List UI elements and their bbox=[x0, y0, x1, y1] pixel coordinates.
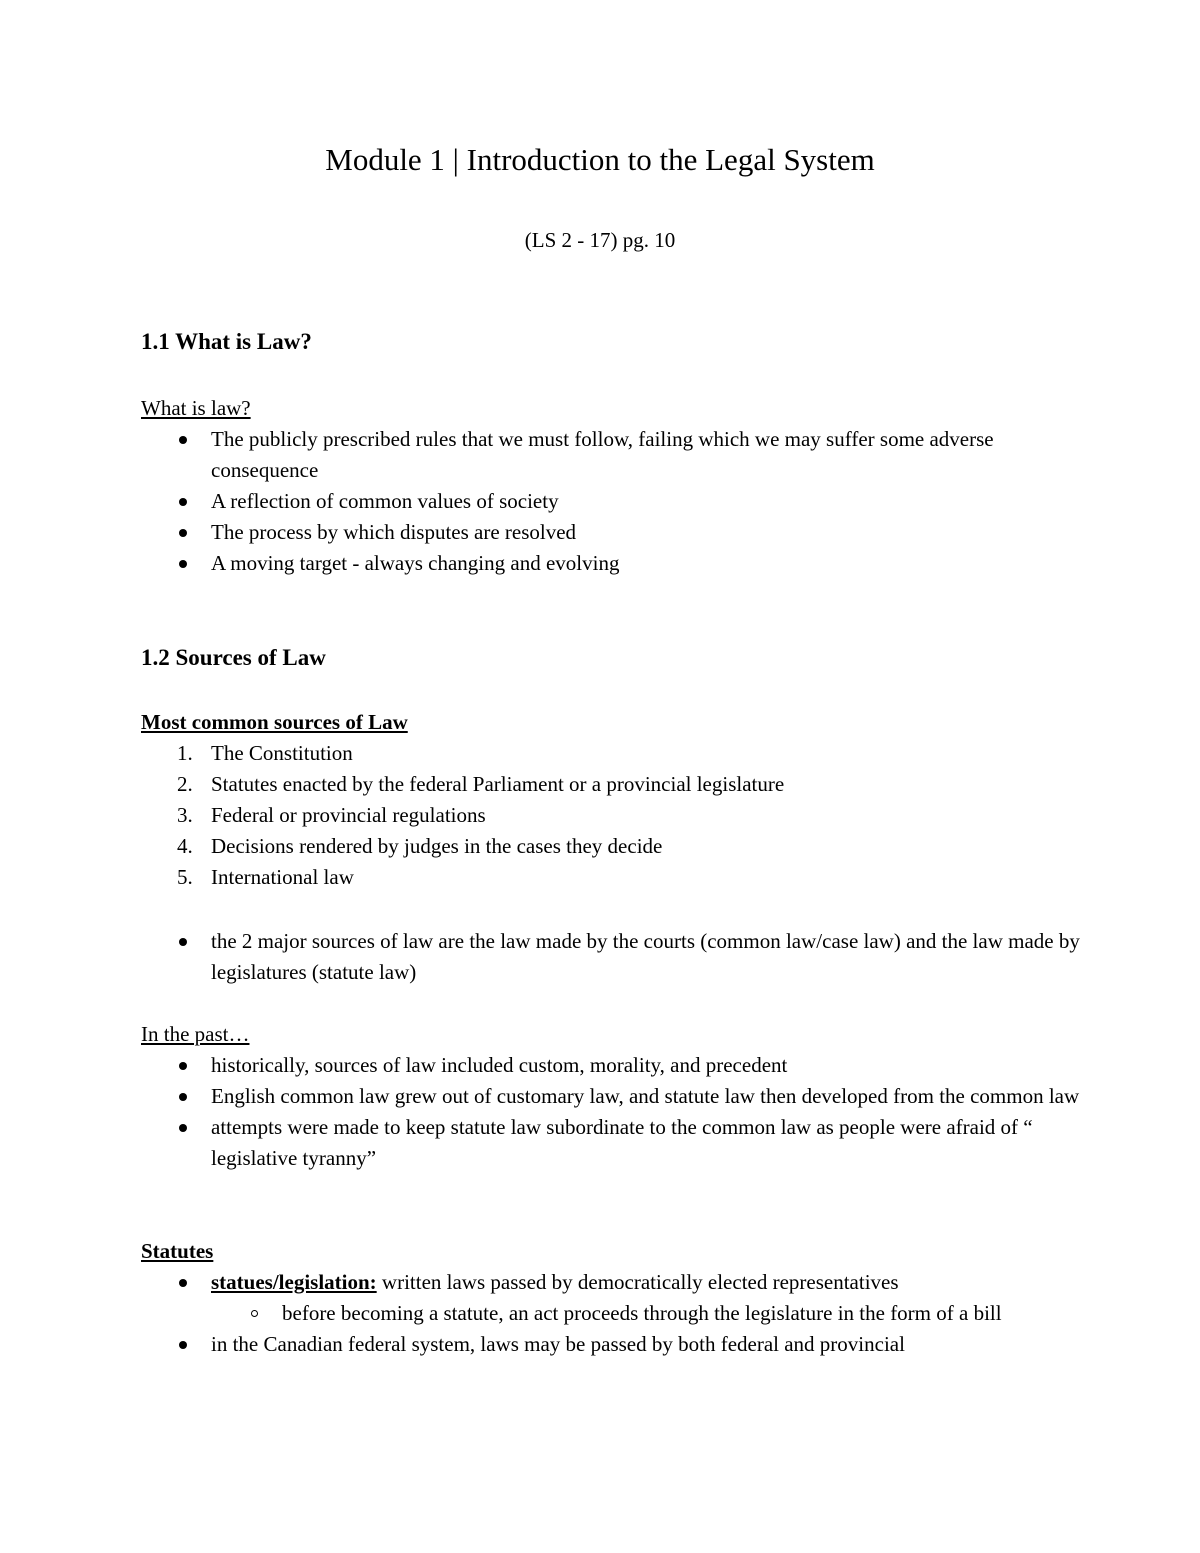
statutes-definition: written laws passed by democratically elected representatives bbox=[376, 1270, 899, 1294]
bullet-icon bbox=[179, 1279, 187, 1287]
list-number: 1. bbox=[177, 741, 193, 765]
statutes-label: Statutes bbox=[141, 1239, 214, 1263]
list-item: 4. Decisions rendered by judges in the cases they decide bbox=[141, 831, 1081, 862]
list-item: 1. The Constitution bbox=[141, 738, 1081, 769]
list-number: 5. bbox=[177, 865, 193, 889]
list-item: A reflection of common values of society bbox=[141, 486, 1081, 517]
in-the-past-label: In the past… bbox=[141, 1022, 250, 1046]
section-heading-what-is-law bbox=[141, 327, 1081, 357]
statutes-list bbox=[141, 1267, 1081, 1360]
major-sources-block bbox=[141, 926, 1081, 988]
sources-label: Most common sources of Law bbox=[141, 710, 408, 734]
bullet-icon bbox=[179, 560, 187, 568]
bullet-icon bbox=[179, 529, 187, 537]
list-item: 3. Federal or provincial regulations bbox=[141, 800, 1081, 831]
bullet-icon bbox=[179, 1124, 187, 1132]
list-number: 2. bbox=[177, 772, 193, 796]
section-heading-sources-of-law bbox=[141, 643, 1081, 673]
bullet-icon bbox=[179, 498, 187, 506]
list-number: 3. bbox=[177, 803, 193, 827]
statutes-term: statues/legislation: bbox=[211, 1270, 377, 1294]
list-item: the 2 major sources of law are the law made by the courts (common law/case law) and the law made by legislatures (statute law) bbox=[141, 926, 1081, 988]
what-is-law-block bbox=[141, 393, 1081, 579]
list-item: historically, sources of law included custom, morality, and precedent bbox=[141, 1050, 1081, 1081]
in-the-past-list bbox=[141, 1050, 1081, 1174]
bullet-icon bbox=[179, 1062, 187, 1070]
bullet-icon bbox=[179, 1341, 187, 1349]
list-item bbox=[141, 1267, 1081, 1298]
list-number: 4. bbox=[177, 834, 193, 858]
hollow-bullet-icon bbox=[251, 1310, 258, 1317]
list-item: in the Canadian federal system, laws may be passed by both federal and provincial bbox=[141, 1329, 1081, 1360]
page-subtitle: (LS 2 - 17) pg. 10 bbox=[524, 228, 676, 252]
what-is-law-label: What is law? bbox=[141, 396, 251, 420]
list-item: A moving target - always changing and evolving bbox=[141, 548, 1081, 579]
section-heading: 1.2 Sources of Law bbox=[141, 645, 326, 670]
sub-list-item: before becoming a statute, an act proceeds through the legislature in the form of a bill bbox=[141, 1298, 1081, 1329]
list-item: 2. Statutes enacted by the federal Parliament or a provincial legislature bbox=[141, 769, 1081, 800]
sources-block bbox=[141, 707, 1081, 893]
bullet-icon bbox=[179, 436, 187, 444]
sources-list bbox=[141, 738, 1081, 893]
bullet-icon bbox=[179, 1093, 187, 1101]
list-item: The publicly prescribed rules that we must follow, failing which we may suffer some adverse consequence bbox=[141, 424, 1081, 486]
list-item: The process by which disputes are resolved bbox=[141, 517, 1081, 548]
in-the-past-block bbox=[141, 1019, 1081, 1174]
section-heading: 1.1 What is Law? bbox=[141, 329, 312, 354]
page-title: Module 1 | Introduction to the Legal System bbox=[325, 142, 875, 177]
statutes-block bbox=[141, 1236, 1081, 1360]
list-item: English common law grew out of customary law, and statute law then developed from the common law bbox=[141, 1081, 1081, 1112]
what-is-law-list bbox=[141, 424, 1081, 579]
list-item: 5. International law bbox=[141, 862, 1081, 893]
bullet-icon bbox=[179, 938, 187, 946]
major-sources-list bbox=[141, 926, 1081, 988]
list-item: attempts were made to keep statute law subordinate to the common law as people were afraid of “ legislative tyranny” bbox=[141, 1112, 1081, 1174]
